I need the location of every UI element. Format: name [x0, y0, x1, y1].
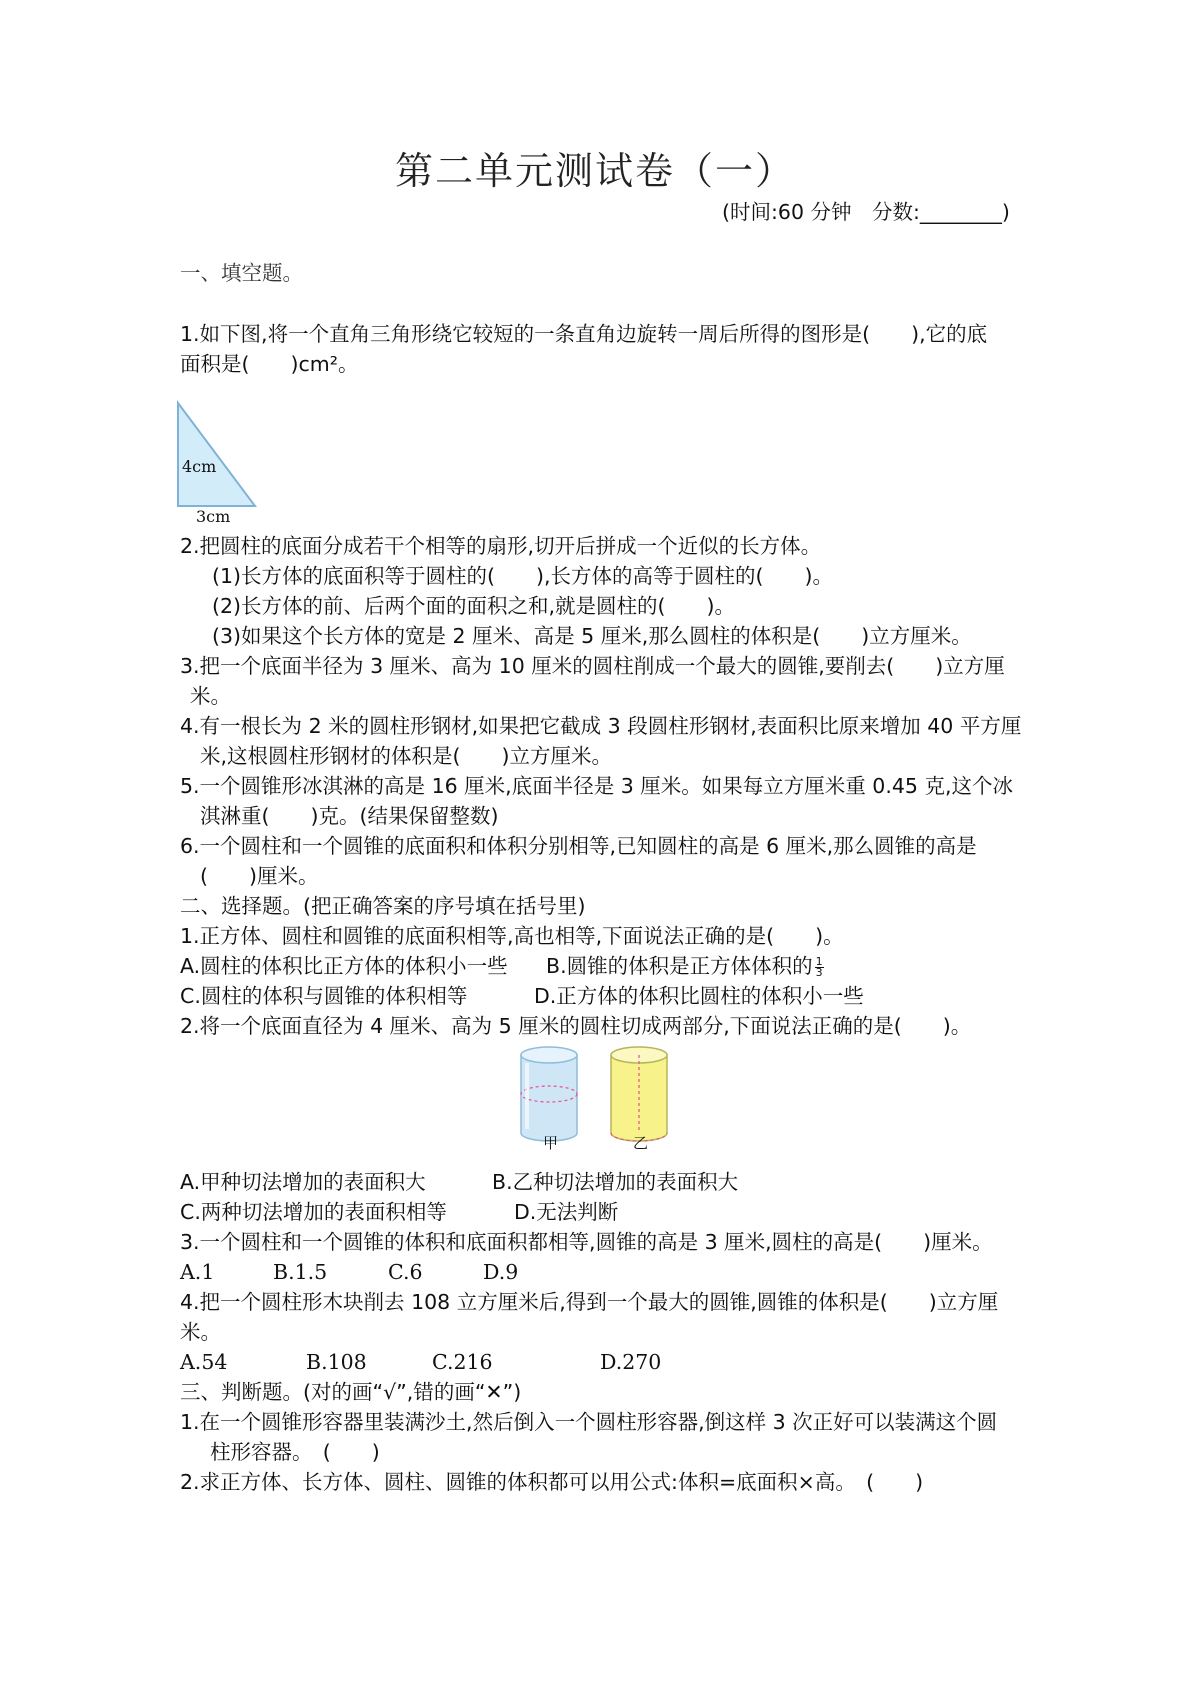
- cylinder-a: [521, 1047, 577, 1141]
- s2-q3-option-c: C.6: [388, 1260, 423, 1284]
- s1-q2-sub2: (2)长方体的前、后两个面的面积之和,就是圆柱的( )。: [212, 594, 736, 618]
- section2-heading: 二、选择题。(把正确答案的序号填在括号里): [180, 894, 586, 918]
- section1-heading: 一、填空题。: [180, 261, 303, 285]
- s3-q1-line2: 柱形容器。 ( ): [210, 1440, 380, 1464]
- time-score-line: (时间:60 分钟 分数:________): [722, 200, 1010, 224]
- s1-q2-line1: 2.把圆柱的底面分成若干个相等的扇形,切开后拼成一个近似的长方体。: [180, 534, 822, 558]
- s2-q4-option-b: B.108: [306, 1350, 367, 1374]
- page-title: 第二单元测试卷（一）: [394, 149, 795, 193]
- s2-q1-option-a: A.圆柱的体积比正方体的体积小一些: [180, 954, 508, 978]
- section3-heading: 三、判断题。(对的画“√”,错的画“✕”): [180, 1380, 522, 1404]
- s1-q4-line1: 4.有一根长为 2 米的圆柱形钢材,如果把它截成 3 段圆柱形钢材,表面积比原来增加 40 平方厘: [180, 714, 1022, 738]
- cylinders-figure: [515, 1043, 675, 1148]
- s2-q1-option-b-text: B.圆锥的体积是正方体体积的: [546, 954, 813, 978]
- s1-q2-sub3: (3)如果这个长方体的宽是 2 厘米、高是 5 厘米,那么圆柱的体积是( )立方厘米。: [212, 624, 972, 648]
- fraction-denominator: 3: [815, 965, 823, 979]
- s1-q4-line2: 米,这根圆柱形钢材的体积是( )立方厘米。: [200, 744, 613, 768]
- s2-q2-option-c: C.两种切法增加的表面积相等: [180, 1200, 447, 1224]
- s2-q2-option-a: A.甲种切法增加的表面积大: [180, 1170, 426, 1194]
- s2-q3: 3.一个圆柱和一个圆锥的体积和底面积都相等,圆锥的高是 3 厘米,圆柱的高是( )厘米。: [180, 1230, 993, 1254]
- s1-q5-line2: 淇淋重( )克。(结果保留整数): [200, 804, 499, 828]
- triangle-base-label: 3cm: [196, 507, 231, 526]
- s2-q2: 2.将一个底面直径为 4 厘米、高为 5 厘米的圆柱切成两部分,下面说法正确的是( )。: [180, 1014, 972, 1038]
- s3-q2: 2.求正方体、长方体、圆柱、圆锥的体积都可以用公式:体积=底面积×高。 ( ): [180, 1470, 924, 1494]
- s2-q1-option-c: C.圆柱的体积与圆锥的体积相等: [180, 984, 468, 1008]
- s2-q4-option-c: C.216: [432, 1350, 493, 1374]
- s1-q1-line1: 1.如下图,将一个直角三角形绕它较短的一条直角边旋转一周后所得的图形是( ),它的底: [180, 322, 988, 346]
- triangle-side-label: 4cm: [182, 457, 217, 476]
- s1-q5-line1: 5.一个圆锥形冰淇淋的高是 16 厘米,底面半径是 3 厘米。如果每立方厘米重 0.45 克,这个冰: [180, 774, 1013, 798]
- s2-q2-option-b: B.乙种切法增加的表面积大: [492, 1170, 739, 1194]
- s2-q3-option-b: B.1.5: [273, 1260, 328, 1284]
- cylinder-b: [611, 1047, 667, 1141]
- s2-q4-option-d: D.270: [600, 1350, 662, 1374]
- s2-q4-line2: 米。: [180, 1320, 221, 1344]
- s2-q1-option-d: D.正方体的体积比圆柱的体积小一些: [534, 984, 864, 1008]
- cylinder-a-label: 甲: [543, 1134, 559, 1152]
- s1-q3-line1: 3.把一个底面半径为 3 厘米、高为 10 厘米的圆柱削成一个最大的圆锥,要削去( )立方厘: [180, 654, 1005, 678]
- s1-q3-line2: 米。: [190, 684, 231, 708]
- s1-q2-sub1: (1)长方体的底面积等于圆柱的( ),长方体的高等于圆柱的( )。: [212, 564, 834, 588]
- s2-q1-option-b: [546, 951, 824, 981]
- s1-q6-line2: ( )厘米。: [200, 864, 319, 888]
- s2-q3-option-d: D.9: [483, 1260, 519, 1284]
- s3-q1-line1: 1.在一个圆锥形容器里装满沙土,然后倒入一个圆柱形容器,倒这样 3 次正好可以装满这个圆: [180, 1410, 998, 1434]
- one-third-fraction: [815, 954, 824, 979]
- s2-q3-option-a: A.1: [180, 1260, 215, 1284]
- s2-q4-option-a: A.54: [180, 1350, 228, 1374]
- s2-q4-line1: 4.把一个圆柱形木块削去 108 立方厘米后,得到一个最大的圆锥,圆锥的体积是( )立方厘: [180, 1290, 999, 1314]
- s2-q2-option-d: D.无法判断: [514, 1200, 619, 1224]
- s2-q1: 1.正方体、圆柱和圆锥的底面积相等,高也相等,下面说法正确的是( )。: [180, 924, 844, 948]
- cylinder-b-label: 乙: [633, 1134, 649, 1152]
- s1-q6-line1: 6.一个圆柱和一个圆锥的底面积和体积分别相等,已知圆柱的高是 6 厘米,那么圆锥的高是: [180, 834, 977, 858]
- s1-q1-line2: 面积是( )cm²。: [180, 352, 359, 376]
- fraction-numerator: 1: [815, 954, 823, 968]
